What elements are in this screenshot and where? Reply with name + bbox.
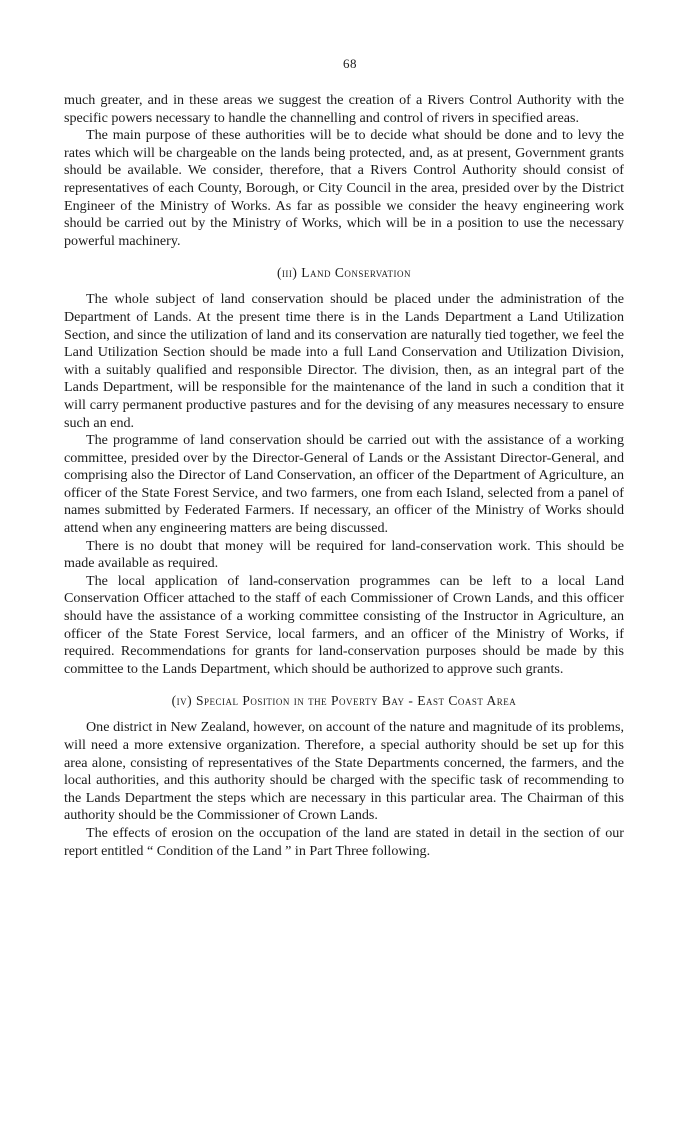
paragraph-land-conservation-2: The programme of land conservation should be carried out with the assistance of a working committee, presided over by the Director-General of Lands or the Assistant Director-General, and comprising also the Director of Land Conservation, an officer of the Department of Agriculture, an officer of the State Forest Service, and two farmers, one from each Island, selected from a panel of names submitted by Federated Farmers. If necessary, an officer of the Ministry of Works should attend when any engineering matters are being discussed. [64,432,624,537]
paragraph-intro-2: The main purpose of these authorities will be to decide what should be done and to levy the rates which will be chargeable on the lands being protected, and, as at present, Government grants should be available. We consider, therefore, that a Rivers Control Authority should consist of representatives of each County, Borough, or City Council in the area, presided over by the District Engineer of the Ministry of Works. As far as possible we consider the heavy engineering work should be carried out by the Ministry of Works, which will be in a position to use the necessary powerful machinery. [64,127,624,249]
section-heading-land-conservation: (iii) Land Conservation [276,265,412,281]
paragraph-land-conservation-3: There is no doubt that money will be required for land-conservation work. This should be made available as required. [64,537,624,572]
paragraph-land-conservation-4: The local application of land-conservation programmes can be left to a local Land Conservation Officer attached to the staff of each Commissioner of Crown Lands, and this officer should have the assistance of a working committee consisting of the Instructor in Agriculture, an officer of the State Forest Service, local farmers, and an officer of the Ministry of Works, if required. Recommendations for grants for land-conservation purposes should be made by this committee to the Lands Department, which should be authorized to approve such grants. [64,572,624,677]
section-heading-poverty-bay: (iv) Special Position in the Poverty Bay - East Coast Area [171,693,517,709]
paragraph-land-conservation-1: The whole subject of land conservation should be placed under the administration of the Department of Lands. At the present time there is in the Lands Department a Land Utilization Section, and since the utilization of land and its conservation are naturally tied together, we feel the Land Utilization Section should be made into a full Land Conservation and Utilization Division, with a suitably qualified and responsible Director. The division, then, as an integral part of the Lands Department, will be responsible for the maintenance of the land in such a condition that it will carry permanent productive pastures and for the devising of any measures necessary to ensure such an end. [64,291,624,431]
paragraph-poverty-bay-1: One district in New Zealand, however, on account of the nature and magnitude of its problems, will need a more extensive organization. Therefore, a special authority should be set up for this area alone, consisting of representatives of the State Departments concerned, the farmers, and the local authorities, and this authority should be charged with the specific task of recommending to the Lands Department the steps which are necessary in this particular area. The Chairman of this authority should be the Commissioner of Crown Lands. [64,719,624,824]
page-content [64,56,624,860]
paragraph-poverty-bay-2: The effects of erosion on the occupation of the land are stated in detail in the section of our report entitled “ Condition of the Land ” in Part Three following. [64,824,624,859]
page-number: 68 [343,56,357,71]
paragraph-intro-1: much greater, and in these areas we suggest the creation of a Rivers Control Authority with the specific powers necessary to handle the channelling and control of rivers in specified areas. [64,92,624,126]
document-body [64,92,624,860]
